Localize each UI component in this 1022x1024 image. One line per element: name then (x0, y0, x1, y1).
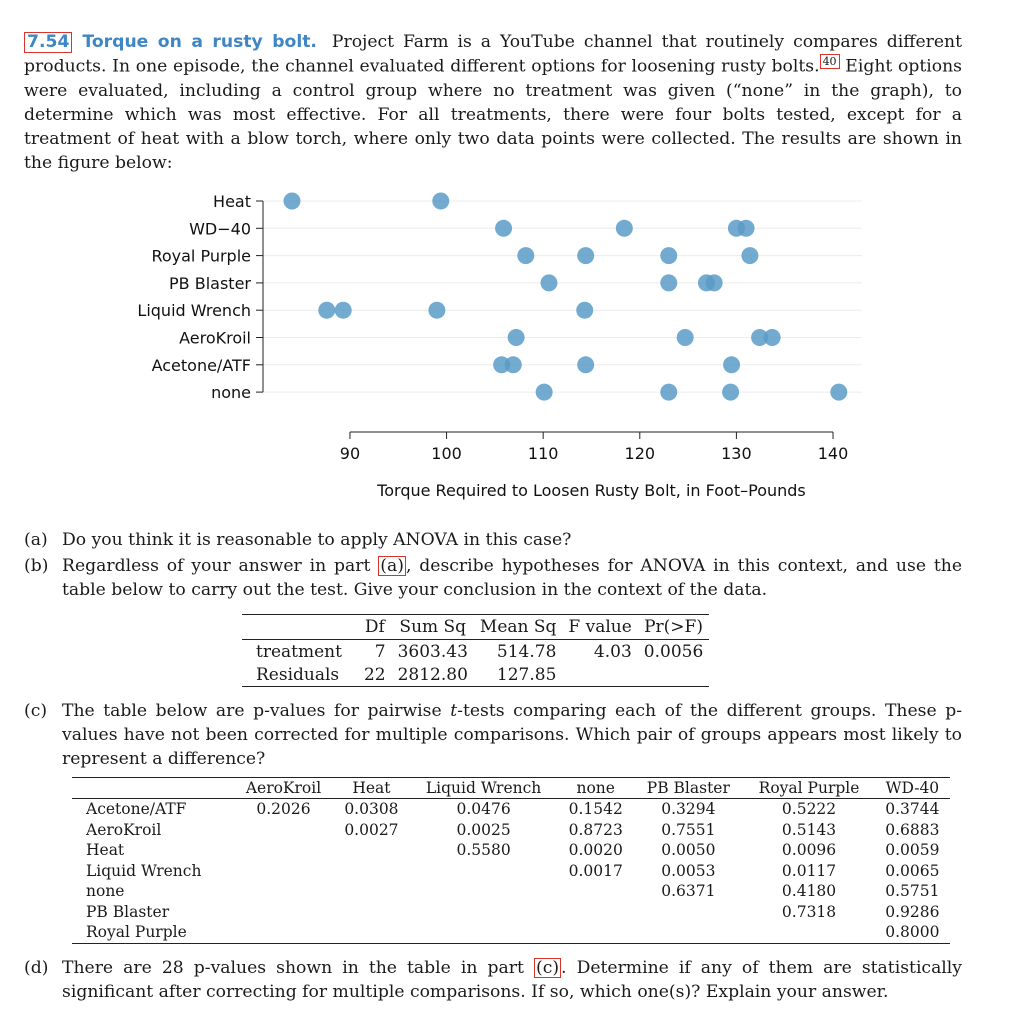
question-b-text-before: Regardless of your answer in part (62, 556, 371, 576)
anova-header-5: Pr(>F) (644, 617, 703, 637)
anova-cell (562, 663, 637, 687)
pvalue-cell: 0.6371 (661, 882, 716, 901)
pvalue-header-0 (72, 778, 233, 799)
data-point-pb-blaster-1 (540, 274, 557, 291)
pvalue-cell: 0.5143 (781, 820, 837, 839)
anova-header-row (242, 615, 709, 640)
pvalue-cell (233, 902, 334, 923)
data-point-wd-40-1 (495, 220, 512, 237)
pvalue-header-7: WD-40 (885, 779, 940, 797)
pvalue-cell: 0.0308 (344, 800, 399, 819)
pvalue-header-1: AeroKroil (245, 779, 322, 797)
data-point-heat-1 (283, 193, 300, 210)
anova-cell: 514.78 (496, 641, 557, 662)
data-point-royal-purple-4 (741, 247, 758, 264)
pvalue-row-label: AeroKroil (86, 820, 162, 839)
exercise-title: Torque on a rusty bolt. (82, 32, 317, 52)
anova-row-label: Residuals (256, 664, 340, 685)
data-point-heat-2 (432, 193, 449, 210)
intro-text-part1: Project Farm is a YouTube channel that routinely compares different products. In one episode, the channel evaluated different options for loosening rusty bolts. (24, 32, 963, 77)
pvalue-cell (233, 922, 334, 943)
anova-header-0 (242, 615, 358, 640)
pvalue-cell: 0.5580 (456, 841, 511, 860)
pvalue-row-label: none (86, 882, 125, 901)
data-point-liquid-wrench-2 (335, 302, 352, 319)
part-a-ref-letter: a (387, 556, 398, 576)
pvalue-cell: 0.9286 (885, 902, 940, 921)
x-tick-label-120: 120 (624, 444, 656, 463)
y-tick-label-royal-purple: Royal Purple (151, 246, 251, 266)
pvalue-cell: 0.8723 (568, 820, 623, 839)
pvalue-cell: 0.0027 (344, 820, 399, 839)
pvalue-row (72, 840, 950, 861)
anova-cell: 2812.80 (397, 664, 468, 685)
anova-cell: 3603.43 (397, 641, 468, 662)
pvalue-header-row (72, 778, 950, 799)
anova-cell: 22 (363, 664, 386, 685)
question-b (24, 554, 962, 602)
data-point-wd-40-4 (738, 220, 755, 237)
pvalue-row-label: Heat (86, 841, 125, 860)
data-point-liquid-wrench-3 (428, 302, 445, 319)
part-a-reference-link[interactable]: (a) (380, 556, 404, 576)
exercise-number: 7.54 (24, 32, 72, 53)
pvalue-cell (409, 881, 558, 902)
pvalue-cell (409, 861, 558, 882)
data-point-pb-blaster-4 (706, 274, 723, 291)
pvalue-header-6: Royal Purple (758, 779, 860, 797)
intro-text-part2: Eight options were evaluated, including a control group where no treatment was given (“none” in the graph), to determine which was most effective. For all treatments, there were four bolts tested, except for a treatment of heat with a blow torch, where only two data points were collected. The results are shown in the figure below: (24, 56, 963, 173)
pvalue-row (72, 922, 950, 943)
question-a (24, 528, 962, 552)
pvalue-cell (743, 922, 874, 943)
pvalue-cell: 0.0476 (456, 800, 511, 819)
data-point-none-4 (830, 384, 847, 401)
y-tick-label-heat: Heat (213, 192, 251, 211)
y-tick-label-wd-40: WD−40 (189, 219, 251, 239)
question-b-text-after: , describe hypotheses for ANOVA in this context, and use the table below to carry out the test. Give your conclusion in the context of the data. (62, 556, 963, 600)
question-d-text-after: . Determine if any of them are statistically significant after correcting for multiple comparisons. If so, which one(s)? Explain your answer. (62, 958, 963, 1002)
footnote-marker[interactable]: 40 (820, 54, 840, 69)
y-tick-label-pb-blaster: PB Blaster (169, 273, 251, 293)
pvalue-cell: 0.0025 (456, 820, 511, 839)
pvalue-header-2: Heat (352, 779, 391, 797)
question-c-label: (c) (24, 701, 48, 721)
pvalue-row (72, 861, 950, 882)
data-point-royal-purple-3 (660, 247, 677, 264)
y-tick-label-aerokroil: AeroKroil (179, 328, 251, 348)
question-c (24, 699, 962, 771)
anova-header-3: Mean Sq (479, 617, 557, 637)
pvalue-header-5: PB Blaster (646, 779, 730, 797)
pvalue-cell (233, 861, 334, 882)
pvalue-cell: 0.3294 (661, 800, 716, 819)
pvalue-cell: 0.0017 (568, 861, 623, 880)
pvalue-cell: 0.0065 (885, 861, 940, 880)
question-a-text: Do you think it is reasonable to apply ANOVA in this case? (62, 530, 572, 550)
question-c-text-before: The table below are p-values for pairwise (62, 701, 442, 721)
question-c-text-after: -tests comparing each of the different groups. These p-values have not been corrected for multiple comparisons. Which pair of groups appears most likely to represent a difference? (62, 701, 963, 769)
data-point-acetone-atf-2 (505, 356, 522, 373)
pvalue-row (72, 820, 950, 841)
pvalue-row-label: Royal Purple (86, 923, 187, 942)
data-point-aerokroil-4 (764, 329, 781, 346)
y-tick-label-none: none (211, 383, 251, 403)
anova-cell: 127.85 (496, 664, 557, 685)
anova-cell: 4.03 (593, 641, 632, 662)
pvalue-cell: 0.5222 (781, 800, 837, 819)
pvalue-cell: 0.0053 (661, 861, 716, 880)
anova-cell (638, 663, 709, 687)
anova-row (242, 640, 709, 664)
data-point-acetone-atf-3 (577, 356, 594, 373)
x-tick-label-100: 100 (431, 444, 462, 463)
pvalue-header-3: Liquid Wrench (425, 779, 542, 797)
pvalue-cell: 0.7551 (661, 820, 716, 839)
pvalue-cell: 0.2026 (256, 800, 311, 819)
y-tick-label-acetone-atf: Acetone/ATF (151, 355, 251, 375)
pvalue-cell: 0.0059 (885, 841, 940, 860)
pvalue-cell: 0.7318 (781, 902, 837, 921)
pvalue-cell (334, 861, 409, 882)
pvalue-cell: 0.1542 (568, 800, 623, 819)
anova-header-1: Df (364, 617, 385, 637)
y-tick-label-liquid-wrench: Liquid Wrench (137, 301, 251, 321)
x-tick-label-140: 140 (817, 444, 849, 463)
data-point-royal-purple-1 (517, 247, 534, 264)
pvalue-cell (409, 922, 558, 943)
data-point-aerokroil-2 (677, 329, 694, 346)
x-tick-label-130: 130 (721, 444, 752, 463)
pvalue-cell: 0.6883 (885, 820, 940, 839)
question-a-label: (a) (24, 530, 48, 550)
x-tick-label-110: 110 (527, 444, 559, 463)
torque-dot-plot (0, 180, 1022, 510)
data-point-aerokroil-1 (508, 329, 525, 346)
pvalue-cell: 0.0117 (781, 861, 837, 880)
x-axis-label: Torque Required to Loosen Rusty Bolt, in Foot–Pounds (377, 481, 806, 500)
pvalue-row-label: Liquid Wrench (86, 861, 202, 880)
data-point-royal-purple-2 (577, 247, 594, 264)
pvalue-cell (233, 820, 334, 841)
data-point-wd-40-2 (616, 220, 633, 237)
pvalue-cell (233, 881, 334, 902)
question-d-text-before: There are 28 p-values shown in the table in part (62, 958, 524, 978)
anova-cell: 7 (374, 641, 386, 662)
pvalue-cell: 0.4180 (781, 882, 837, 901)
question-d-label: (d) (24, 958, 49, 978)
exercise-intro (24, 30, 962, 175)
pvalue-cell (334, 840, 409, 861)
pvalue-row (72, 902, 950, 923)
pvalue-cell (558, 922, 633, 943)
pvalue-cell: 0.0050 (661, 841, 716, 860)
data-point-acetone-atf-4 (723, 356, 740, 373)
anova-table (242, 614, 709, 687)
pvalue-cell (334, 922, 409, 943)
anova-header-2: Sum Sq (399, 617, 467, 637)
pvalue-cell (233, 840, 334, 861)
x-tick-label-90: 90 (339, 444, 361, 463)
pvalue-cell (633, 922, 743, 943)
pvalue-row-label: Acetone/ATF (86, 800, 187, 819)
anova-cell: 0.0056 (643, 641, 704, 662)
data-point-none-3 (722, 384, 739, 401)
part-c-ref-letter: c (542, 958, 553, 978)
pvalue-cell (558, 902, 633, 923)
question-b-label: (b) (24, 556, 49, 576)
pvalue-cell: 0.8000 (885, 923, 940, 942)
anova-row (242, 663, 709, 687)
question-c-italic-t: t (450, 701, 458, 721)
pvalue-header-4: none (576, 779, 615, 797)
anova-row-label: treatment (256, 641, 342, 662)
pvalue-cell (334, 902, 409, 923)
pvalue-cell (409, 902, 558, 923)
pvalue-row (72, 881, 950, 902)
data-point-none-2 (660, 384, 677, 401)
pvalue-cell: 0.5751 (885, 882, 940, 901)
pvalue-row-label: PB Blaster (86, 902, 170, 921)
pvalue-cell: 0.0020 (568, 841, 623, 860)
data-point-liquid-wrench-1 (318, 302, 335, 319)
part-c-reference-link[interactable]: (c) (535, 958, 560, 978)
pvalue-cell: 0.3744 (885, 800, 940, 819)
anova-header-4: F value (568, 617, 632, 637)
pvalue-cell (334, 881, 409, 902)
data-point-pb-blaster-2 (660, 274, 677, 291)
pvalue-cell (558, 881, 633, 902)
data-point-liquid-wrench-4 (576, 302, 593, 319)
data-point-none-1 (536, 384, 553, 401)
pvalue-cell: 0.0096 (781, 841, 837, 860)
pvalue-cell (633, 902, 743, 923)
pvalue-table (72, 777, 950, 944)
question-d (24, 956, 962, 1004)
pvalue-row (72, 799, 950, 820)
